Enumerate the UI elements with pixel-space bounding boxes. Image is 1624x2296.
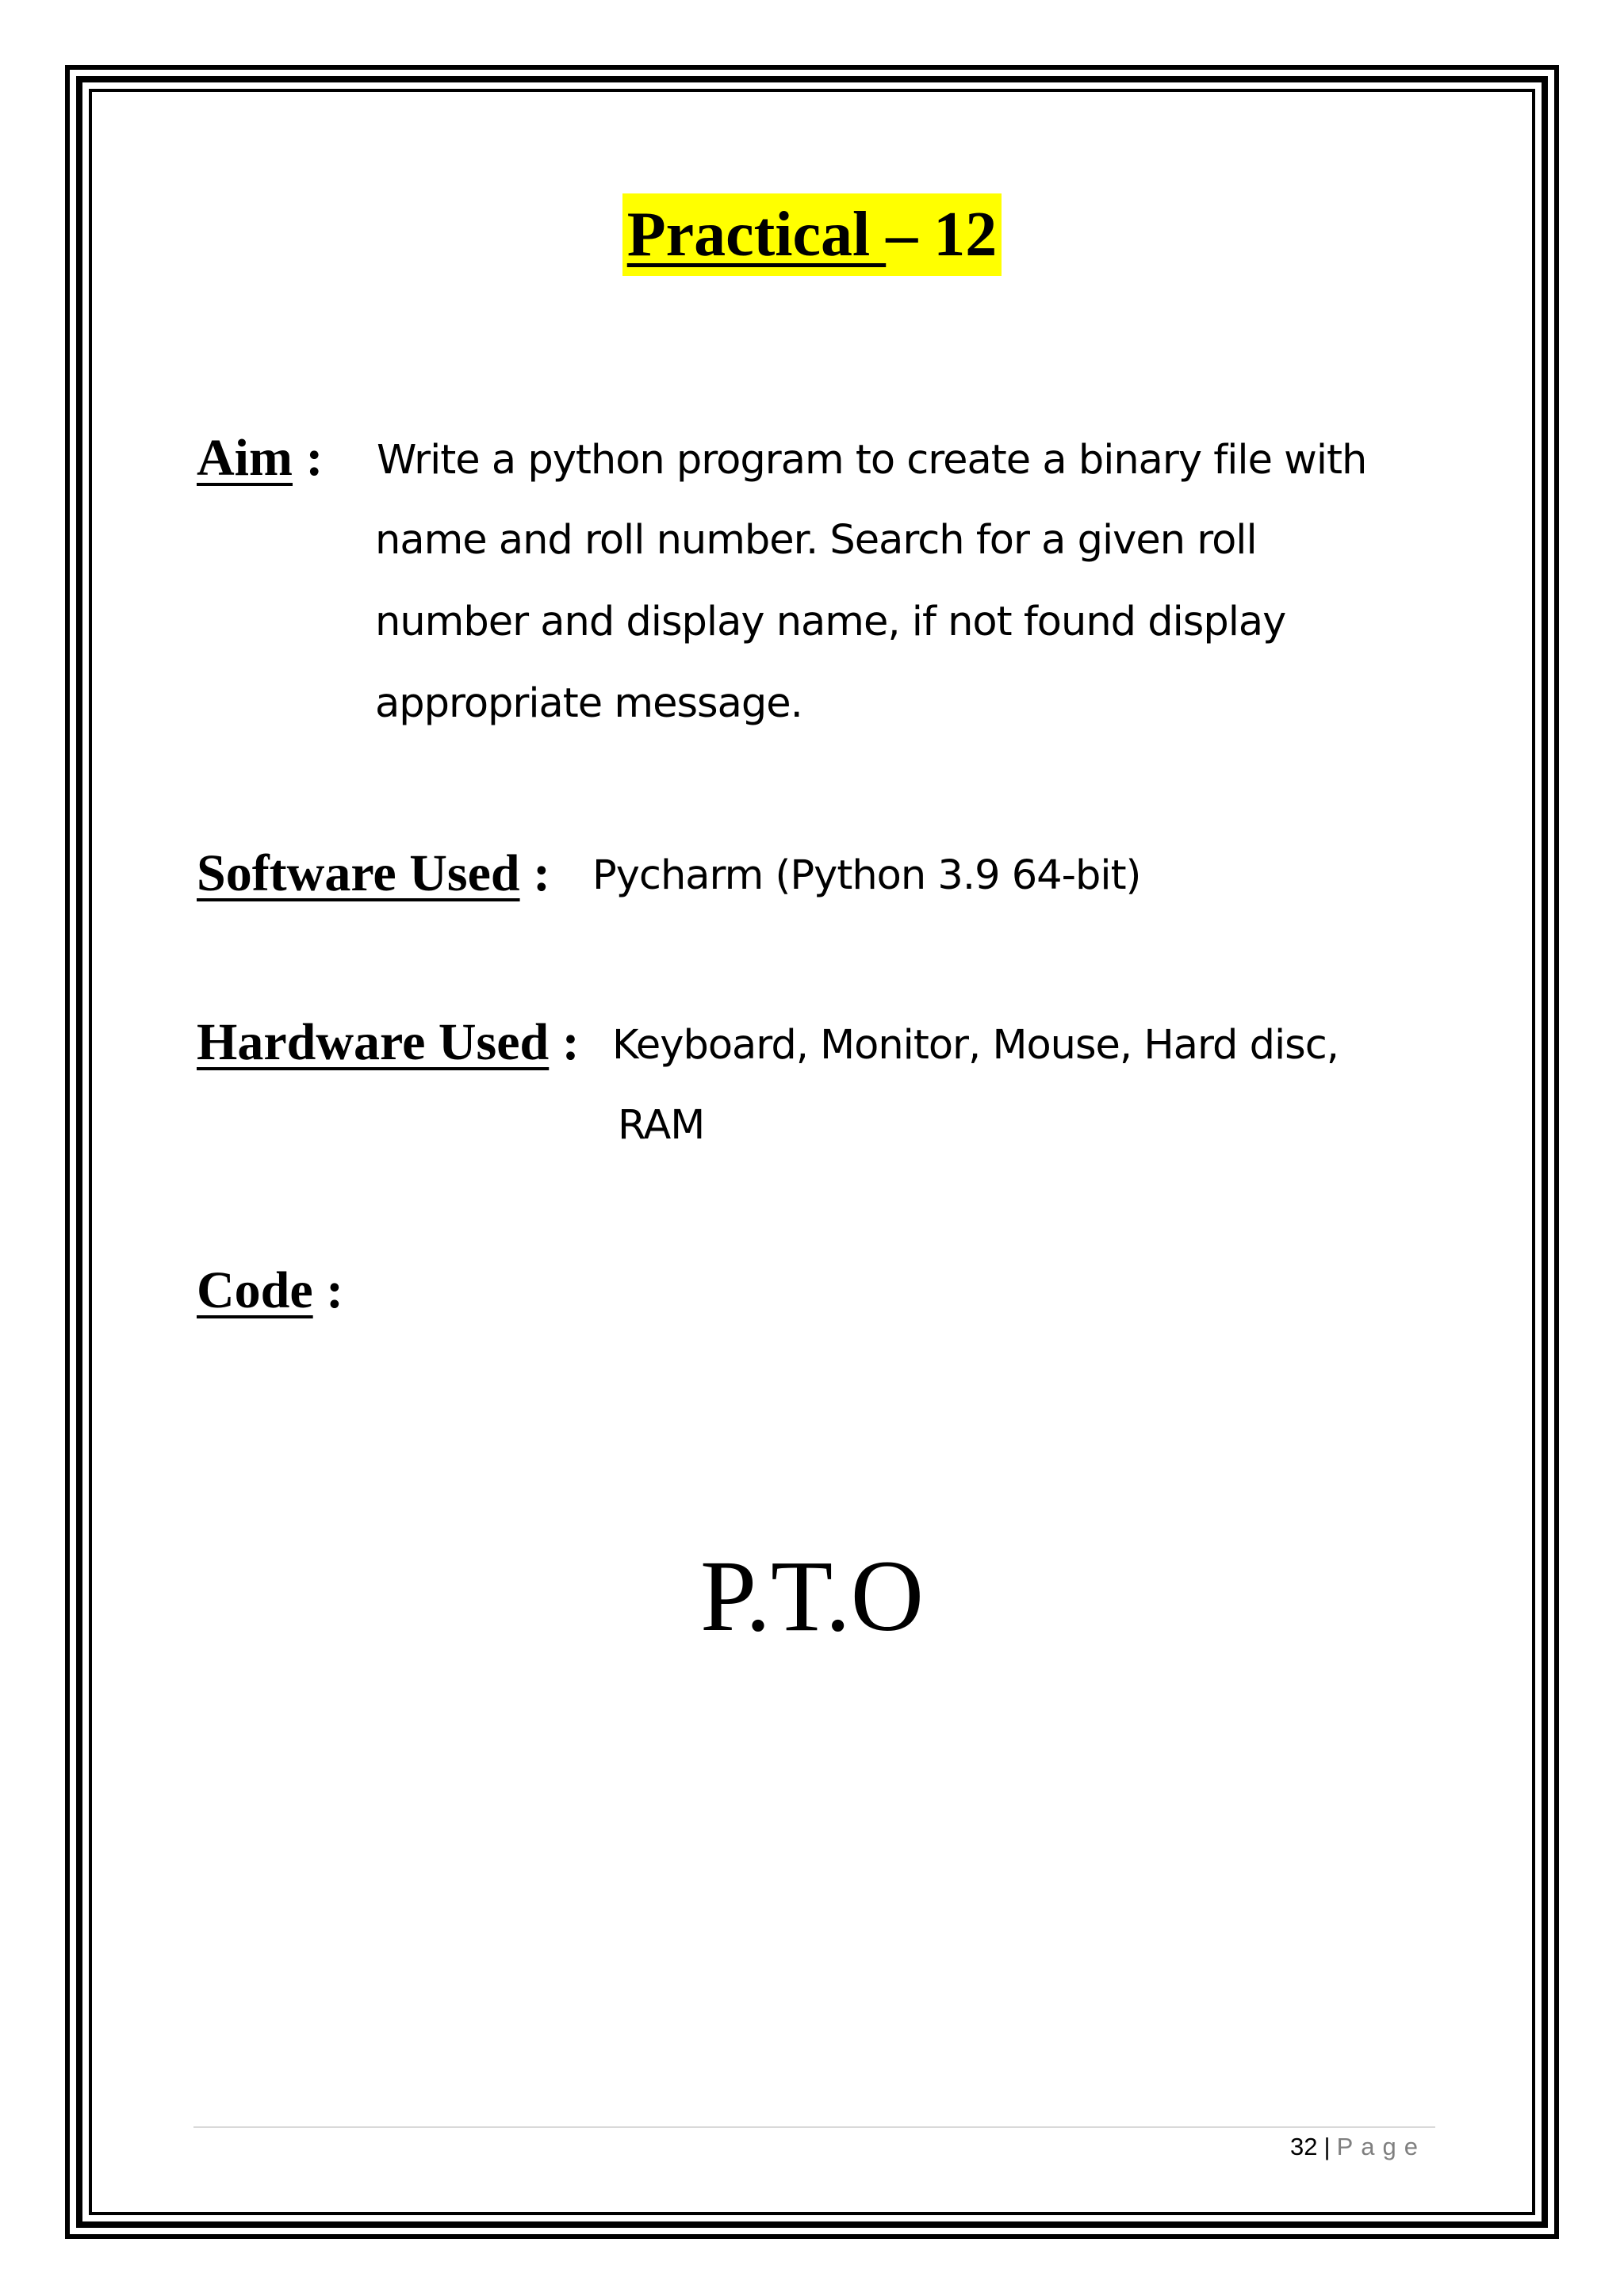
hardware-label: Hardware Used [197,1013,550,1071]
aim-heading [197,428,323,488]
aim-line-4: appropriate message. [375,680,802,727]
code-heading [197,1261,343,1321]
page-number: 32 [1290,2133,1318,2160]
software-label: Software Used [197,844,520,902]
hardware-line-2: RAM [618,1102,705,1149]
title-container [0,193,1624,276]
page-word: Page [1336,2133,1426,2160]
aim-label: Aim [197,429,293,487]
aim-colon: : [292,429,324,487]
title-suffix: – 12 [886,200,998,270]
software-colon: : [519,844,551,902]
aim-line-1: Write a python program to create a binary file with [377,437,1367,484]
footer-divider [193,2126,1435,2128]
footer-separator: | [1323,2133,1331,2160]
software-value: Pycharm (Python 3.9 64-bit) [592,852,1141,899]
aim-line-3: number and display name, if not found display [375,599,1286,645]
hardware-heading [197,1012,580,1073]
title-main: Practical [626,200,887,270]
software-heading [197,844,550,904]
page-title [622,193,1002,276]
please-turn-over: P.T.O [699,1540,925,1652]
code-label: Code [197,1261,313,1319]
hardware-colon: : [549,1013,580,1071]
aim-line-2: name and roll number. Search for a given roll [375,517,1257,564]
hardware-line-1: Keyboard, Monitor, Mouse, Hard disc, [612,1022,1339,1069]
page-footer [1290,2133,1426,2161]
code-colon: : [312,1261,344,1319]
